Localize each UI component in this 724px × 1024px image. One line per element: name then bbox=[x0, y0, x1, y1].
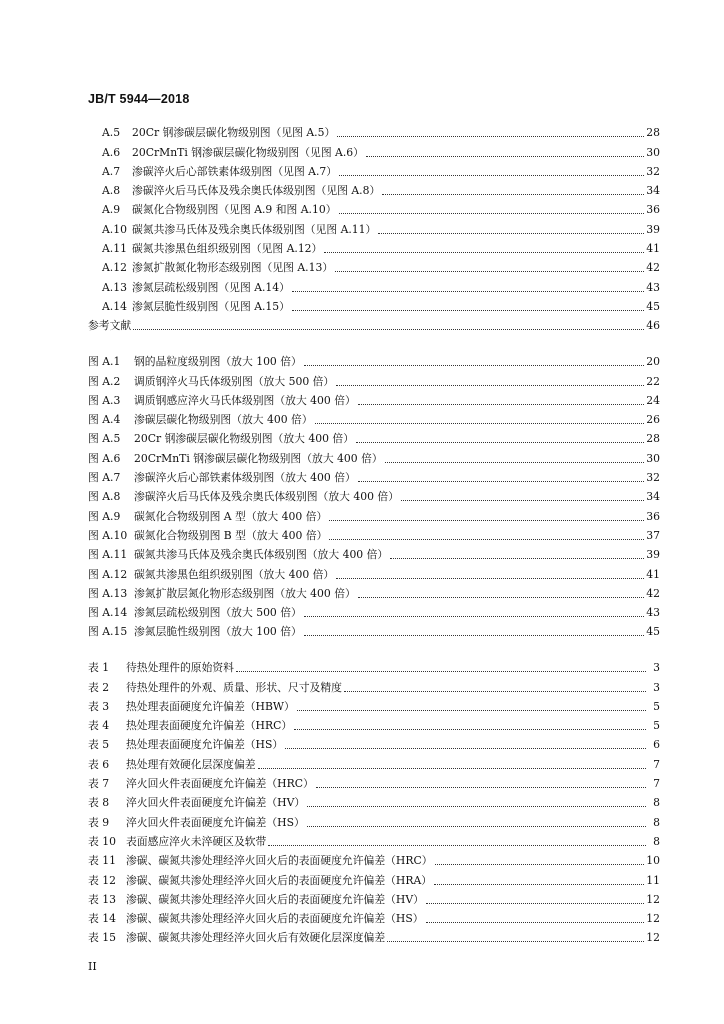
dot-leader bbox=[336, 385, 644, 386]
dot-leader bbox=[358, 404, 644, 405]
toc-entry-page: 20 bbox=[646, 355, 660, 369]
toc-entry-title: 调质钢淬火马氏体级别图（放大 500 倍） bbox=[134, 374, 335, 388]
toc-entry-label bbox=[88, 912, 424, 925]
toc-entry-label bbox=[88, 606, 302, 619]
dot-leader bbox=[434, 884, 644, 885]
toc-entry-page: 45 bbox=[646, 299, 660, 313]
toc-entry-title: 调质钢感应淬火马氏体级别图（放大 400 倍） bbox=[134, 393, 356, 407]
toc-entry[interactable] bbox=[88, 255, 660, 274]
toc-entry-title: 渗氮层疏松级别图（放大 500 倍） bbox=[134, 606, 302, 620]
toc-entry-label bbox=[88, 261, 333, 274]
toc-entry-number: A.7 bbox=[102, 164, 121, 178]
toc-entry-number: A.12 bbox=[102, 261, 127, 275]
dot-leader bbox=[315, 423, 645, 424]
toc-entry-label bbox=[88, 394, 356, 407]
dot-leader bbox=[304, 635, 644, 636]
toc-entry-label bbox=[88, 413, 313, 426]
toc-entry-page: 42 bbox=[646, 261, 660, 275]
toc-entry-page: 5 bbox=[653, 699, 660, 713]
toc-entry-number: 表 11 bbox=[88, 854, 116, 868]
toc-entry[interactable] bbox=[88, 561, 660, 580]
toc-entry[interactable] bbox=[88, 694, 660, 713]
dot-leader bbox=[378, 233, 644, 234]
toc-entry-page: 43 bbox=[646, 280, 660, 294]
toc-entry[interactable] bbox=[88, 159, 660, 178]
toc-entry-title: 淬火回火件表面硬度允许偏差（HRC） bbox=[126, 777, 314, 791]
toc-entry-title: 碳氮化合物级别图 A 型（放大 400 倍） bbox=[134, 509, 328, 523]
toc-entry-page: 8 bbox=[653, 834, 660, 848]
toc-entry[interactable] bbox=[88, 313, 660, 332]
toc-entry[interactable] bbox=[88, 426, 660, 445]
toc-entry-label bbox=[88, 203, 337, 216]
toc-entry-number: 图 A.8 bbox=[88, 490, 121, 504]
toc-entry-label bbox=[88, 719, 292, 732]
dot-leader bbox=[339, 175, 644, 176]
toc-entry-label bbox=[88, 681, 342, 694]
toc-tables-list bbox=[88, 655, 660, 944]
toc-entry-label bbox=[88, 471, 356, 484]
toc-entry[interactable] bbox=[88, 445, 660, 464]
toc-entry[interactable] bbox=[88, 600, 660, 619]
dot-leader bbox=[387, 941, 644, 942]
toc-entry-title: 碳氮共渗黑色组织级别图（放大 400 倍） bbox=[134, 567, 335, 581]
dot-leader bbox=[382, 194, 644, 195]
toc-entry-title: 渗碳、碳氮共渗处理经淬火回火后的表面硬度允许偏差（HRA） bbox=[126, 873, 433, 887]
toc-entry-page: 12 bbox=[646, 912, 660, 926]
toc-entry-number: 图 A.13 bbox=[88, 586, 128, 600]
toc-entry-title: 20CrMnTi 钢渗碳层碳化物级别图（见图 A.6） bbox=[132, 145, 364, 159]
dot-leader bbox=[358, 597, 644, 598]
toc-entry-title: 渗氮扩散层氮化物形态级别图（放大 400 倍） bbox=[134, 586, 356, 600]
toc-entry-number: 表 10 bbox=[88, 834, 116, 848]
toc-entry-page: 10 bbox=[646, 854, 660, 868]
toc-entry-number: 表 7 bbox=[88, 777, 110, 791]
toc-entry-number: 表 6 bbox=[88, 757, 110, 771]
toc-entry-title: 待热处理件的外观、质量、形状、尺寸及精度 bbox=[126, 680, 342, 694]
toc-entry-number: 图 A.10 bbox=[88, 528, 128, 542]
dot-leader bbox=[268, 845, 646, 846]
toc-entry-title: 渗氮层脆性级别图（见图 A.15） bbox=[132, 299, 290, 313]
toc-entry-title: 热处理表面硬度允许偏差（HRC） bbox=[126, 719, 293, 733]
toc-entry-number: 图 A.11 bbox=[88, 548, 128, 562]
toc-entry[interactable] bbox=[88, 925, 660, 944]
toc-entry-label bbox=[88, 568, 334, 581]
toc-entry-title: 渗碳淬火后马氏体及残余奥氏体级别图（见图 A.8） bbox=[132, 184, 381, 198]
toc-entry-title: 待热处理件的原始资料 bbox=[126, 661, 234, 675]
toc-entry-page: 28 bbox=[646, 432, 660, 446]
toc-entry-label bbox=[88, 874, 432, 887]
toc-entry-page: 7 bbox=[653, 757, 660, 771]
toc-entry-page: 11 bbox=[646, 873, 660, 887]
toc-entry[interactable] bbox=[88, 581, 660, 600]
toc-entry[interactable] bbox=[88, 523, 660, 542]
toc-entry-label bbox=[88, 548, 388, 561]
toc-entry-label bbox=[88, 355, 302, 368]
toc-entry-title: 碳氮化合物级别图 B 型（放大 400 倍） bbox=[134, 528, 328, 542]
toc-entry-page: 12 bbox=[646, 931, 660, 945]
toc-entry-number: 表 15 bbox=[88, 931, 116, 945]
toc-entry-page: 41 bbox=[646, 242, 660, 256]
toc-entry-number: 图 A.5 bbox=[88, 432, 121, 446]
toc-entry-page: 3 bbox=[653, 661, 660, 675]
dot-leader bbox=[426, 922, 645, 923]
toc-entry[interactable] bbox=[88, 388, 660, 407]
toc-entry[interactable] bbox=[88, 751, 660, 770]
toc-entry-number: 表 5 bbox=[88, 738, 110, 752]
dot-leader bbox=[435, 864, 645, 865]
dot-leader bbox=[358, 481, 644, 482]
toc-entry-number: A.10 bbox=[102, 222, 127, 236]
toc-entry[interactable] bbox=[88, 732, 660, 751]
toc-entry-title: 碳氮共渗马氏体及残余奥氏体级别图（见图 A.11） bbox=[132, 222, 377, 236]
dot-leader bbox=[336, 578, 644, 579]
toc-entry-page: 34 bbox=[646, 490, 660, 504]
toc-entry-number: 表 4 bbox=[88, 719, 110, 733]
toc-references bbox=[88, 313, 660, 332]
toc-entry-title: 热处理表面硬度允许偏差（HS） bbox=[126, 738, 284, 752]
toc-entry-number: 表 9 bbox=[88, 815, 110, 829]
toc-entry-title: 渗碳、碳氮共渗处理经淬火回火后的表面硬度允许偏差（HRC） bbox=[126, 854, 433, 868]
toc-entry-number: 图 A.3 bbox=[88, 393, 121, 407]
toc-entry-label bbox=[88, 587, 356, 600]
toc-figures-list bbox=[88, 349, 660, 638]
toc-entry-label bbox=[88, 816, 305, 829]
dot-leader bbox=[401, 500, 644, 501]
toc-entry-page: 24 bbox=[646, 393, 660, 407]
toc-entry-title: 渗氮层疏松级别图（见图 A.14） bbox=[132, 280, 290, 294]
toc-entry-number: 表 2 bbox=[88, 680, 110, 694]
toc-entry-page: 8 bbox=[653, 796, 660, 810]
toc-entry-label bbox=[88, 893, 424, 906]
toc-entry-number: A.13 bbox=[102, 280, 127, 294]
dot-leader bbox=[236, 671, 646, 672]
toc-entry-title: 渗碳、碳氮共渗处理经淬火回火后有效硬化层深度偏差 bbox=[126, 931, 386, 945]
toc-entry[interactable] bbox=[88, 809, 660, 828]
toc-entry-page: 3 bbox=[653, 680, 660, 694]
toc-entry[interactable] bbox=[88, 294, 660, 313]
page-number: II bbox=[88, 960, 97, 973]
toc-entry-title: 20CrMnTi 钢渗碳层碳化物级别图（放大 400 倍） bbox=[134, 451, 383, 465]
dot-leader bbox=[339, 213, 645, 214]
toc-entry-number: 图 A.1 bbox=[88, 355, 121, 369]
dot-leader bbox=[297, 710, 646, 711]
toc-entry-title: 渗碳淬火后马氏体及残余奥氏体级别图（放大 400 倍） bbox=[134, 490, 400, 504]
toc-entry-number: 图 A.2 bbox=[88, 374, 121, 388]
toc-entry-page: 6 bbox=[653, 738, 660, 752]
dot-leader bbox=[390, 558, 644, 559]
toc-entry-label bbox=[88, 490, 399, 503]
toc-entry-label bbox=[88, 529, 327, 542]
toc-entry-label bbox=[88, 738, 283, 751]
toc-entry-number: 表 13 bbox=[88, 892, 116, 906]
toc-entry[interactable] bbox=[88, 771, 660, 790]
toc-entry-number: 图 A.6 bbox=[88, 451, 121, 465]
toc-entry-label bbox=[88, 625, 302, 638]
toc-entry[interactable] bbox=[88, 503, 660, 522]
toc-entry-label bbox=[88, 931, 385, 944]
toc-entry[interactable] bbox=[88, 542, 660, 561]
toc-entry-page: 30 bbox=[646, 145, 660, 159]
dot-leader bbox=[329, 520, 644, 521]
toc-entry-page: 22 bbox=[646, 374, 660, 388]
toc-entry[interactable] bbox=[88, 906, 660, 925]
toc-entry[interactable] bbox=[88, 236, 660, 255]
toc-entry-label bbox=[88, 281, 290, 294]
toc-entry-label bbox=[88, 510, 327, 523]
toc-entry-number: 表 8 bbox=[88, 796, 110, 810]
toc-entry[interactable] bbox=[88, 349, 660, 368]
dot-leader bbox=[307, 806, 646, 807]
toc-entry-number: 图 A.7 bbox=[88, 471, 121, 485]
toc-entry-title: 渗碳淬火后心部铁素体级别图（放大 400 倍） bbox=[134, 471, 356, 485]
toc-entry-label bbox=[88, 661, 234, 674]
toc-entry-title: 碳氮化合物级别图（见图 A.9 和图 A.10） bbox=[132, 203, 337, 217]
toc-entry-title: 参考文献 bbox=[88, 319, 132, 332]
toc-entry-number: A.11 bbox=[102, 242, 127, 256]
dot-leader bbox=[324, 252, 644, 253]
toc-entry-label bbox=[88, 432, 354, 445]
toc-entry[interactable] bbox=[88, 197, 660, 216]
toc-entry-page: 7 bbox=[653, 777, 660, 791]
toc-entry-title: 渗氮层脆性级别图（放大 100 倍） bbox=[134, 625, 302, 639]
toc-entry[interactable] bbox=[88, 407, 660, 426]
toc-entry[interactable] bbox=[88, 674, 660, 693]
toc-entry-number: A.14 bbox=[102, 299, 127, 313]
toc-entry-label bbox=[88, 223, 376, 236]
toc-entry-label bbox=[88, 452, 383, 465]
toc-entry-label bbox=[88, 126, 335, 139]
toc-entry-number: A.9 bbox=[102, 203, 121, 217]
dot-leader bbox=[344, 691, 646, 692]
toc-entry-number: A.8 bbox=[102, 184, 121, 198]
dot-leader bbox=[316, 787, 646, 788]
toc-entry[interactable] bbox=[88, 484, 660, 503]
toc-entry-page: 8 bbox=[653, 815, 660, 829]
dot-leader bbox=[258, 768, 646, 769]
toc-entry-number: 表 3 bbox=[88, 699, 110, 713]
toc-entry[interactable] bbox=[88, 655, 660, 674]
toc-entry[interactable] bbox=[88, 465, 660, 484]
toc-entry-page: 39 bbox=[646, 222, 660, 236]
toc-entry-label bbox=[88, 375, 334, 388]
toc-entry-number: 图 A.14 bbox=[88, 606, 128, 620]
toc-entry[interactable] bbox=[88, 368, 660, 387]
toc-entry-title: 热处理有效硬化层深度偏差 bbox=[126, 757, 256, 771]
toc-entry-label bbox=[88, 700, 295, 713]
toc-entry-page: 45 bbox=[646, 625, 660, 639]
toc-entry[interactable] bbox=[88, 216, 660, 235]
toc-entry[interactable] bbox=[88, 790, 660, 809]
dot-leader bbox=[337, 136, 644, 137]
toc-entry-label bbox=[88, 146, 364, 159]
toc-entry-page: 43 bbox=[646, 606, 660, 620]
toc-entry-label bbox=[88, 300, 290, 313]
toc-entry-page: 28 bbox=[646, 126, 660, 140]
toc-entry-page: 37 bbox=[646, 528, 660, 542]
dot-leader bbox=[307, 826, 646, 827]
toc-entry-title: 渗碳、碳氮共渗处理经淬火回火后的表面硬度允许偏差（HS） bbox=[126, 912, 424, 926]
toc-entry-title: 淬火回火件表面硬度允许偏差（HS） bbox=[126, 815, 305, 829]
toc-entry-number: 表 14 bbox=[88, 912, 116, 926]
dot-leader bbox=[294, 729, 646, 730]
toc-entry-number: 表 12 bbox=[88, 873, 116, 887]
toc-entry[interactable] bbox=[88, 619, 660, 638]
toc-entry-label bbox=[88, 854, 433, 867]
toc-entry-number: 图 A.4 bbox=[88, 413, 121, 427]
dot-leader bbox=[366, 156, 644, 157]
dot-leader bbox=[356, 442, 644, 443]
toc-entry-page: 39 bbox=[646, 548, 660, 562]
toc-entry-number: A.5 bbox=[102, 126, 121, 140]
toc-entry-number: A.6 bbox=[102, 145, 121, 159]
toc-entry-page: 42 bbox=[646, 586, 660, 600]
toc-entry-label bbox=[88, 165, 337, 178]
toc-entry-title: 钢的晶粒度级别图（放大 100 倍） bbox=[134, 355, 302, 369]
dot-leader bbox=[285, 748, 646, 749]
toc-entry-page: 26 bbox=[646, 413, 660, 427]
toc-entry-label bbox=[88, 777, 314, 790]
toc-entry-label bbox=[88, 319, 131, 332]
toc-entry-page: 32 bbox=[646, 471, 660, 485]
toc-entry-title: 渗碳、碳氮共渗处理经淬火回火后的表面硬度允许偏差（HV） bbox=[126, 892, 424, 906]
toc-entry-title: 20Cr 钢渗碳层碳化物级别图（放大 400 倍） bbox=[134, 432, 355, 446]
toc-entry-label bbox=[88, 184, 380, 197]
dot-leader bbox=[292, 291, 644, 292]
toc-entry-page: 46 bbox=[646, 319, 660, 332]
dot-leader bbox=[385, 462, 645, 463]
toc-entry[interactable] bbox=[88, 848, 660, 867]
dot-leader bbox=[304, 616, 644, 617]
toc-entry-page: 34 bbox=[646, 184, 660, 198]
toc-entry-title: 淬火回火件表面硬度允许偏差（HV） bbox=[126, 796, 306, 810]
toc-entry-page: 12 bbox=[646, 892, 660, 906]
toc-entry-title: 渗碳淬火后心部铁素体级别图（见图 A.7） bbox=[132, 164, 338, 178]
toc-entry-number: 图 A.12 bbox=[88, 567, 128, 581]
toc-entry[interactable] bbox=[88, 887, 660, 906]
toc-entry-page: 36 bbox=[646, 509, 660, 523]
toc-entry-label bbox=[88, 835, 266, 848]
dot-leader bbox=[304, 365, 644, 366]
toc-entry[interactable] bbox=[88, 867, 660, 886]
toc-entry[interactable] bbox=[88, 274, 660, 293]
toc-entry-label bbox=[88, 758, 256, 771]
toc-entry[interactable] bbox=[88, 139, 660, 158]
toc-entry-label bbox=[88, 796, 305, 809]
dot-leader bbox=[426, 903, 644, 904]
toc-entry-label bbox=[88, 242, 322, 255]
toc-entry-title: 碳氮共渗黑色组织级别图（见图 A.12） bbox=[132, 242, 323, 256]
document-id: JB/T 5944—2018 bbox=[88, 92, 190, 106]
toc-entry-page: 41 bbox=[646, 567, 660, 581]
dot-leader bbox=[329, 539, 644, 540]
toc-entry-title: 20Cr 钢渗碳层碳化物级别图（见图 A.5） bbox=[132, 126, 336, 140]
toc-entry-page: 36 bbox=[646, 203, 660, 217]
toc-entry[interactable] bbox=[88, 829, 660, 848]
toc-entry-page: 32 bbox=[646, 164, 660, 178]
toc-entry-title: 热处理表面硬度允许偏差（HBW） bbox=[126, 699, 295, 713]
toc-entry[interactable] bbox=[88, 120, 660, 139]
dot-leader bbox=[133, 329, 644, 330]
toc-entry-page: 30 bbox=[646, 451, 660, 465]
dot-leader bbox=[292, 310, 644, 311]
toc-entry-title: 表面感应淬火未淬硬区及软带 bbox=[126, 834, 267, 848]
toc-entry-number: 表 1 bbox=[88, 661, 110, 675]
toc-entry[interactable] bbox=[88, 713, 660, 732]
toc-entry-title: 渗氮扩散氮化物形态级别图（见图 A.13） bbox=[132, 261, 334, 275]
toc-entry-title: 碳氮共渗马氏体及残余奥氏体级别图（放大 400 倍） bbox=[134, 548, 389, 562]
toc-entry-page: 5 bbox=[653, 719, 660, 733]
toc-entry[interactable] bbox=[88, 178, 660, 197]
toc-appendix-list bbox=[88, 120, 660, 313]
toc-entry-number: 图 A.9 bbox=[88, 509, 121, 523]
toc-entry-title: 渗碳层碳化物级别图（放大 400 倍） bbox=[134, 413, 313, 427]
dot-leader bbox=[335, 271, 644, 272]
toc-entry-number: 图 A.15 bbox=[88, 625, 128, 639]
